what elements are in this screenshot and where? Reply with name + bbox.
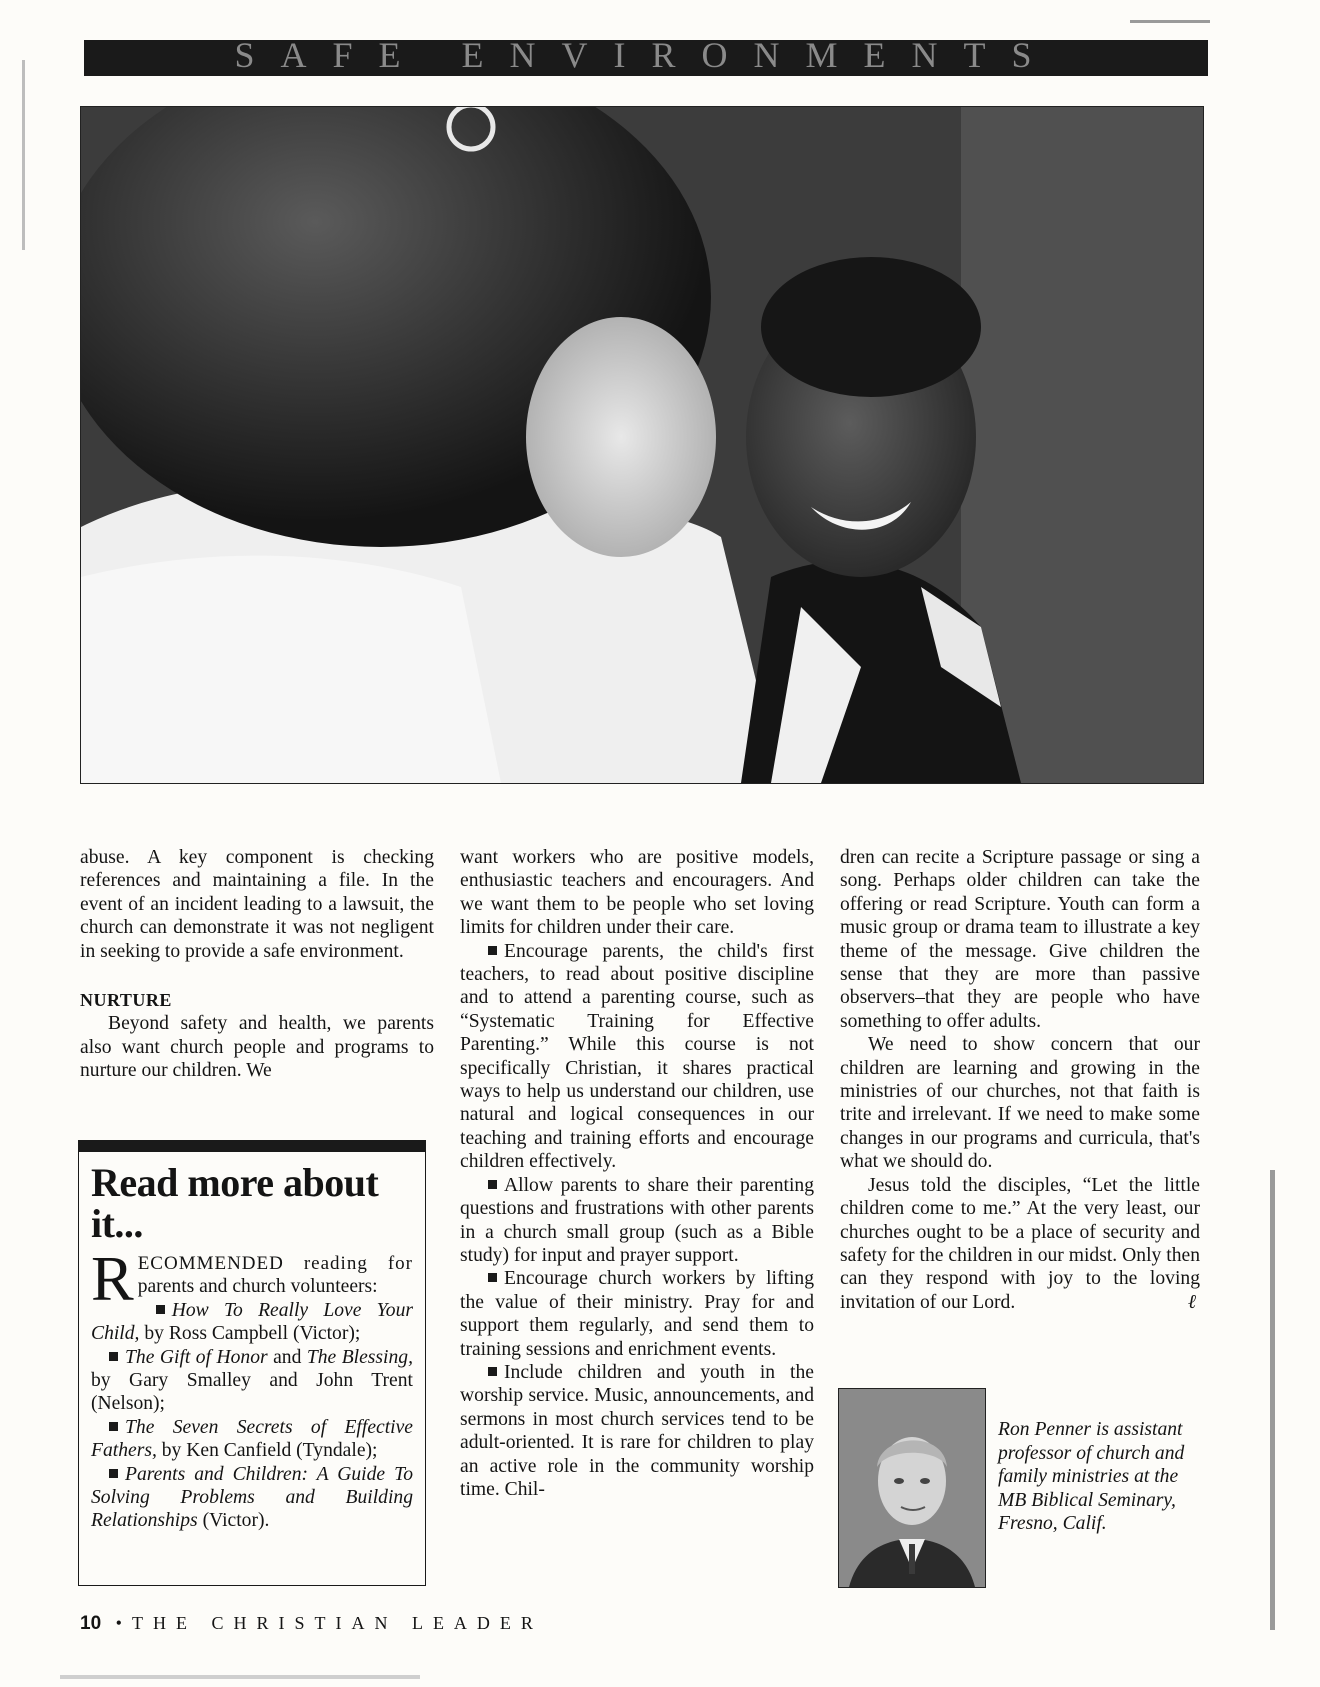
book-title: Parents and Children: A Guide To Solving Problems and Building Relationships xyxy=(91,1463,413,1532)
book-item xyxy=(91,1299,413,1346)
photo-illustration xyxy=(81,107,1203,783)
portrait-illustration xyxy=(839,1389,985,1587)
book-item xyxy=(91,1416,413,1463)
article-column-1 xyxy=(80,846,434,1083)
book-title: How To Really Love Your Child, xyxy=(91,1299,413,1345)
article-column-2 xyxy=(460,846,814,1501)
bullet-square-icon xyxy=(488,1273,497,1282)
paragraph: abuse. A key component is checking references and maintaining a file. In the event of an incident leading to a lawsuit, the church can demonstrate it was not negligent in seeking to provide a safe environment. xyxy=(80,847,434,962)
closing-text: Jesus told the disciples, “Let the little children come to me.” At the very least, our churches ought to be a place of security and safety for the children in our midst. Only then can they respond with joy to the loving invitation of our Lord. xyxy=(840,1174,1200,1313)
bullet-text: Encourage parents, the child's first teachers, to read about positive discipline and to attend a parenting course, such as “Systematic Training for Effective Parenting.” While this course is not specifically Christian, it shares practical ways to help us understand our children, use natural and logical consequences in our teaching and training efforts and encourage children effectively. xyxy=(460,940,814,1173)
bullet-text: Encourage church workers by lifting the value of their ministry. Pray for and support them regularly, and send them to training sessions and enrichment events. xyxy=(460,1268,814,1360)
reading-list-sidebar xyxy=(78,1140,426,1586)
end-mark-icon: ℓ xyxy=(1187,1291,1196,1313)
feature-photo xyxy=(80,106,1204,784)
paragraph: Beyond safety and health, we parents also want church people and programs to nurture our children. We xyxy=(80,1013,434,1082)
bullet-paragraph xyxy=(460,940,814,1174)
scan-edge-top xyxy=(1130,20,1210,23)
book-item xyxy=(91,1463,413,1533)
intro-rest: parents and church volunteers: xyxy=(137,1276,378,1298)
book-title: The Gift of Honor xyxy=(125,1346,268,1368)
bullet-square-icon xyxy=(488,1367,497,1376)
bullet-text: Allow parents to share their parenting questions and frustrations with other parents in a church small group (such as a Bible study) for input and prayer support. xyxy=(460,1174,814,1266)
bullet-square-icon xyxy=(488,1180,497,1189)
book-title: The Seven Secrets of Effective Fathers, xyxy=(91,1416,413,1462)
bullet-paragraph xyxy=(460,1174,814,1268)
drop-cap: R xyxy=(91,1243,134,1314)
page-number: 10 xyxy=(80,1613,102,1634)
book-connector: and xyxy=(267,1346,307,1368)
book-details: by Gary Smalley and John Trent (Nelson); xyxy=(91,1370,413,1415)
scan-edge-bottom xyxy=(60,1675,420,1679)
scan-edge-left xyxy=(22,60,25,250)
book-details: (Victor). xyxy=(197,1510,270,1532)
paragraph: want workers who are positive models, enthusiastic teachers and encouragers. And we want them to be people who set loving limits for children under their care. xyxy=(460,847,814,939)
section-banner xyxy=(84,40,1208,76)
sidebar-title: Read more about it... xyxy=(91,1160,379,1246)
scan-edge-right xyxy=(1270,1170,1275,1630)
book-details: by Ross Campbell (Victor); xyxy=(139,1323,361,1345)
author-portrait xyxy=(838,1388,986,1588)
footer-separator: • xyxy=(115,1613,132,1633)
intro-caps: ECOMMENDED reading for xyxy=(137,1253,413,1274)
page-footer xyxy=(80,1613,543,1635)
paragraph xyxy=(840,1174,1200,1314)
bullet-paragraph xyxy=(460,1267,814,1361)
book-title: The Blessing, xyxy=(306,1346,413,1368)
bullet-square-icon xyxy=(109,1352,118,1361)
paragraph: We need to show concern that our children are learning and growing in the ministries of our churches, not that faith is trite and irrelevant. If we need to make some changes in our programs and curricula, that's what we should do. xyxy=(840,1034,1200,1173)
author-bio: Ron Penner is assistant professor of church and family ministries at the MB Biblical Seminary, Fresno, Calif. xyxy=(998,1419,1185,1535)
publication-name: THE CHRISTIAN LEADER xyxy=(131,1613,543,1633)
section-heading: NURTURE xyxy=(80,990,172,1011)
article-column-3 xyxy=(840,846,1200,1314)
sidebar-intro xyxy=(91,1243,413,1314)
bullet-square-icon xyxy=(488,946,497,955)
book-details: by Ken Canfield (Tyndale); xyxy=(156,1440,378,1462)
paragraph: dren can recite a Scripture passage or sing a song. Perhaps older children can take the offering or read Scripture. Youth can form a music group or drama team to illustrate a key theme of the message. Give children the sense that they are more than passive observers–that they are people who have something to offer adults. xyxy=(840,847,1200,1032)
book-item xyxy=(91,1346,413,1416)
bullet-square-icon xyxy=(109,1422,118,1431)
bullet-square-icon xyxy=(109,1469,118,1478)
banner-title: SAFE ENVIRONMENTS xyxy=(234,40,1058,75)
bullet-text: Include children and youth in the worship service. Music, announcements, and sermons in most church services tend to be adult-oriented. It is rare for children to play an active role in the community worship time. Chil- xyxy=(460,1361,814,1500)
bullet-square-icon xyxy=(156,1305,165,1314)
sidebar-body xyxy=(91,1243,413,1533)
bullet-paragraph xyxy=(460,1361,814,1501)
